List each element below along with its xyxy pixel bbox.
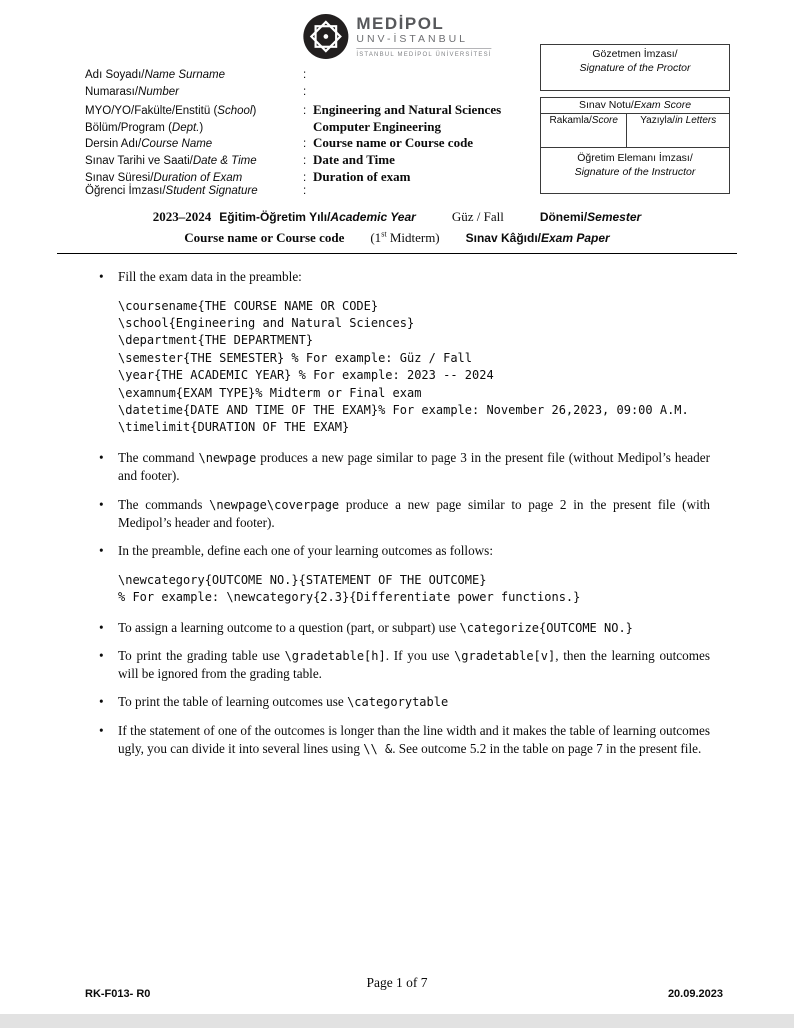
form-row — [85, 69, 537, 86]
bullet-text: If the statement of one of the outcomes is longer than the line width and it makes the table of learning outcomes ugly, you can divide it into several lines using \\ &. See outcome 5.2 in the table on page 7 in the present file. — [118, 722, 710, 757]
bullet-text: The command \newpage produces a new page similar to page 3 in the present file (without Medipol’s header and footer). — [118, 449, 710, 484]
code-line: \datetime{DATE AND TIME OF THE EXAM}% For example: November 26,2023, 09:00 A.M. — [118, 403, 689, 418]
bullet-item — [85, 542, 710, 606]
form-row — [85, 169, 537, 186]
form-label: Öğrenci İmzası/Student Signature — [85, 185, 258, 198]
semester-label: Dönemi/Semester — [539, 210, 642, 224]
score-letters-blank — [627, 126, 729, 147]
form-label: Sınav Tarihi ve Saati/Date & Time — [85, 154, 257, 167]
form-value: Duration of exam — [313, 168, 411, 184]
brand-name: MEDİPOL — [356, 13, 445, 33]
code-line: \semester{THE SEMESTER} % For example: Güz / Fall — [118, 350, 473, 365]
form-label: Adı Soyadı/Name Surname — [85, 69, 226, 81]
bullet-text: To print the grading table use \gradetable[h]. If you use \gradetable[v], then the learning outcomes will be ignored from the grading table. — [118, 647, 710, 682]
form-colon: : — [303, 69, 307, 81]
course-name: Course name or Course code — [184, 230, 345, 245]
form-row — [85, 152, 537, 169]
score-numeric-label: Rakamla/Score — [549, 115, 618, 126]
instructor-signature-box — [540, 147, 730, 194]
form-colon: : — [303, 138, 307, 151]
score-numeric-cell — [541, 114, 627, 147]
score-cells — [541, 114, 729, 147]
score-header-en: Exam Score — [633, 99, 692, 111]
form-colon: : — [303, 185, 307, 198]
brand-full-name: İSTANBUL MEDİPOL ÜNİVERSİTESİ — [356, 48, 491, 58]
form-label: MYO/YO/Fakülte/Enstitü (School) — [85, 105, 257, 118]
bullet-item — [85, 647, 710, 684]
form-value: Computer Engineering — [313, 118, 441, 134]
academic-year-value: 2023–2024 — [152, 209, 212, 224]
university-logo-text — [356, 15, 491, 59]
bullet-text: Fill the exam data in the preamble: — [118, 269, 302, 284]
form-value: Engineering and Natural Sciences — [313, 102, 502, 118]
code-line: \timelimit{DURATION OF THE EXAM} — [118, 420, 350, 435]
code-line: \department{THE DEPARTMENT} — [118, 333, 314, 348]
proctor-label-en: Signature of the Proctor — [579, 61, 691, 74]
form-value: Date and Time — [313, 151, 395, 167]
university-logo — [302, 13, 491, 60]
bullet-item — [85, 693, 710, 712]
code-line: \school{Engineering and Natural Sciences} — [118, 316, 415, 330]
score-numeric-blank — [541, 126, 626, 147]
form-colon: : — [303, 85, 307, 98]
bullet-text: The commands \newpage\coverpage produce a new page similar to page 2 in the present file (with Medipol’s header and footer). — [118, 496, 711, 531]
form-label: Sınav Süresi/Duration of Exam — [85, 171, 243, 184]
signature-score-panel — [540, 44, 730, 194]
form-row — [85, 185, 537, 202]
exam-form — [85, 69, 537, 202]
form-row — [85, 135, 537, 152]
exam-paper-label: Sınav Kâğıdı/Exam Paper — [465, 231, 610, 245]
bullet-item — [85, 722, 710, 759]
footer-date: 20.09.2023 — [667, 988, 723, 1000]
bullet-item — [85, 449, 710, 486]
form-value: Course name or Course code — [313, 135, 474, 151]
brand-subtitle: UNV-İSTANBUL — [356, 32, 469, 45]
bullet-item — [85, 496, 710, 533]
proctor-signature-box — [540, 44, 730, 91]
instructor-label-tr: Öğretim Elemanı İmzası/ — [577, 152, 693, 164]
bullet-text: To assign a learning outcome to a question (part, or subpart) use \categorize{OUTCOME NO.} — [118, 619, 633, 635]
footer-page-number: Page 1 of 7 — [366, 975, 428, 990]
bullet-item — [85, 268, 710, 437]
form-label: Dersin Adı/Course Name — [85, 138, 213, 151]
code-line: \coursename{THE COURSE NAME OR CODE} — [118, 298, 379, 313]
code-line: \newcategory{OUTCOME NO.}{STATEMENT OF THE OUTCOME} — [118, 572, 487, 587]
code-block — [118, 572, 710, 607]
bullet-text: In the preamble, define each one of your learning outcomes as follows: — [118, 543, 493, 559]
exam-title-line — [0, 230, 794, 246]
form-label: Bölüm/Program (Dept.) — [85, 121, 204, 134]
code-line: \year{THE ACADEMIC YEAR} % For example: 2023 -- 2024 — [118, 368, 494, 383]
exam-score-header — [541, 98, 729, 114]
academic-year-label: Eğitim-Öğretim Yılı/Academic Year — [219, 210, 416, 224]
form-colon: : — [303, 171, 307, 184]
form-row — [85, 119, 537, 136]
semester-value: Güz / Fall — [451, 209, 504, 224]
academic-year-line — [0, 209, 794, 225]
exam-number: (1st Midterm) — [370, 229, 440, 245]
proctor-label-tr: Gözetmen İmzası/ — [592, 48, 678, 60]
score-header-tr: Sınav Notu/ — [578, 99, 634, 111]
bullet-text: To print the table of learning outcomes use \categorytable — [118, 694, 449, 710]
form-row — [85, 86, 537, 103]
instructions-list — [85, 268, 710, 768]
code-line: \examnum{EXAM TYPE}% Midterm or Final exam — [118, 385, 422, 400]
code-block — [118, 298, 710, 437]
form-colon: : — [303, 154, 307, 167]
medipol-emblem-icon — [302, 13, 349, 60]
score-letters-cell — [627, 114, 729, 147]
code-line: % For example: \newcategory{2.3}{Differentiate power functions.} — [118, 590, 581, 605]
score-letters-label: Yazıyla/in Letters — [640, 115, 717, 126]
bullet-item — [85, 619, 710, 638]
footer-doc-code: RK-F013- R0 — [85, 988, 151, 1000]
header-divider — [57, 253, 737, 254]
form-row — [85, 102, 537, 119]
form-label: Numarası/Number — [85, 85, 179, 98]
form-colon: : — [303, 105, 307, 118]
exam-score-box — [540, 97, 730, 148]
instructor-label-en: Signature of the Instructor — [574, 165, 696, 178]
